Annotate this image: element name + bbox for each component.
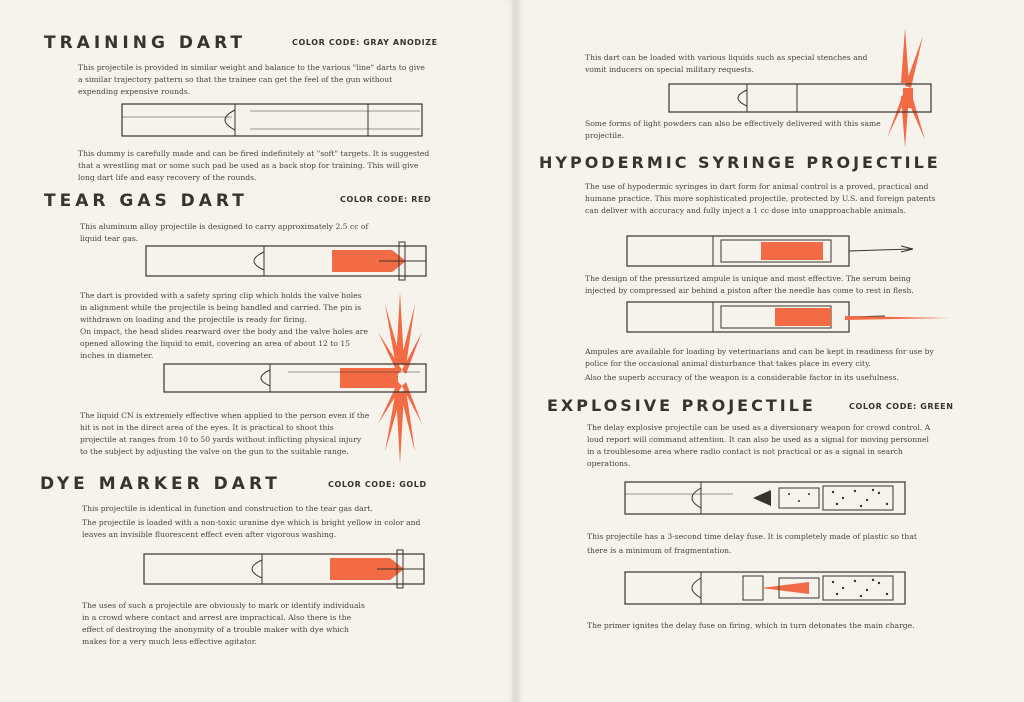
explosive-projectile-title: EXPLOSIVE PROJECTILE [547, 396, 816, 415]
dye-marker-dart-color-code: COLOR CODE: GOLD [328, 480, 427, 489]
training-dart-title: TRAINING DART [44, 33, 247, 53]
hypodermic-paragraph-4: Also the superb accuracy of the weapon is a considerable factor in its usefulness. [585, 373, 899, 382]
explosive-projectile-firing-diagram [623, 568, 913, 608]
dye-marker-dart-title: DYE MARKER DART [40, 474, 281, 494]
hypodermic-paragraph-3: Ampules are available for loading by veterinarians and can be kept in readiness for use by police for the occasional animal disturbance that takes place in every city. [585, 347, 934, 368]
training-dart-paragraph-2: This dummy is carefully made and can be fired indefinitely at "soft" targets. It is suggested that a wrestling mat or some such pad be used as a back stop for training. This will give long dart life and easy recovery of the rounds. [78, 149, 430, 182]
tear-gas-dart-diagram [144, 240, 434, 280]
dye-marker-dart-paragraph-2: The projectile is loaded with a non-toxic uranine dye which is bright yellow in color and leaves an invisible fluorescent effect even after vigorous washing. [82, 518, 421, 539]
hypodermic-syringe-injecting-diagram [625, 298, 955, 336]
hypodermic-syringe-diagram [625, 232, 915, 270]
tear-gas-dart-paragraph-1: This aluminum alloy projectile is designed to carry approximately 2.5 cc of liquid tear gas. [80, 222, 369, 243]
tear-gas-dart-color-code: COLOR CODE: RED [340, 195, 432, 204]
tear-gas-dart-paragraph-2: The dart is provided with a safety spring clip which holds the valve holes in alignment while the projectile is being handled and carried. The pin is withdrawn on loading and the projectile is ready for firing. [80, 291, 362, 324]
training-dart-paragraph-1: This projectile is provided in similar weight and balance to the various "line" darts to give a similar trajectory pattern so that the trainee can get the feel of the gun without expending expensive rounds. [78, 63, 425, 96]
right-page [517, 0, 1024, 702]
tear-gas-dart-paragraph-3: On impact, the head slides rearward over the body and the valve holes are opened allowing the liquid to emit, covering an area of about 12 to 15 inches in diameter. [80, 327, 368, 360]
tear-gas-dart-paragraph-4: The liquid CN is extremely effective when applied to the person even if the hit is not in the direct area of the eyes. It is practical to shoot this projectile at ranges from 10 to 50 yards without inflicting physical injury to the subject by adjusting the valve on the gun to the suitable range. [80, 411, 370, 456]
hypodermic-paragraph-2: The design of the pressurized ampule is unique and most effective. The serum being injected by compressed air behind a piston after the needle has come to rest in flesh. [585, 274, 914, 295]
tear-gas-dart-title: TEAR GAS DART [44, 191, 248, 211]
hypodermic-paragraph-1: The use of hypodermic syringes in dart form for animal control is a proved, practical and humane practice. This more sophisticated projectile, protected by U.S. and foreign patents can deliver with accuracy and fully inject a 1 cc dose into unapproachable animals. [585, 182, 936, 215]
dye-marker-dart-paragraph-3: The uses of such a projectile are obviously to mark or identify individuals in a crowd where contact and arrest are impractical. Also there is the effect of destroying the anonymity of a trouble maker with dye which makes for a very much less effective agitator. [82, 601, 365, 646]
dye-marker-dart-paragraph-1: This projectile is identical in function and construction to the tear gas dart. [82, 504, 373, 513]
hypodermic-syringe-title: HYPODERMIC SYRINGE PROJECTILE [539, 153, 941, 172]
explosive-projectile-color-code: COLOR CODE: GREEN [849, 402, 954, 411]
training-dart-diagram [120, 102, 430, 138]
training-dart-color-code: COLOR CODE: GRAY ANODIZE [292, 38, 438, 47]
liquid-dart-paragraph-1: This dart can be loaded with various liquids such as special stenches and vomit inducers on special military requests. [585, 53, 868, 74]
dye-marker-dart-diagram [142, 548, 432, 588]
liquid-dart-paragraph-2: Some forms of light powders can also be effectively delivered with this same projectile. [585, 119, 881, 140]
explosive-paragraph-2: This projectile has a 3-second time delay fuse. It is completely made of plastic so that there is a minimum of fragmentation. [587, 532, 917, 555]
explosive-projectile-diagram [623, 478, 913, 518]
explosive-paragraph-1: The delay explosive projectile can be used as a diversionary weapon for crowd control. A loud report will command attention. It can also be used as a signal for moving personnel in a troublesome area where radio contact is not practical or as a signal in search operations. [587, 423, 931, 468]
explosive-paragraph-3: The primer ignites the delay fuse on firing, which in turn detonates the main charge. [587, 621, 915, 630]
